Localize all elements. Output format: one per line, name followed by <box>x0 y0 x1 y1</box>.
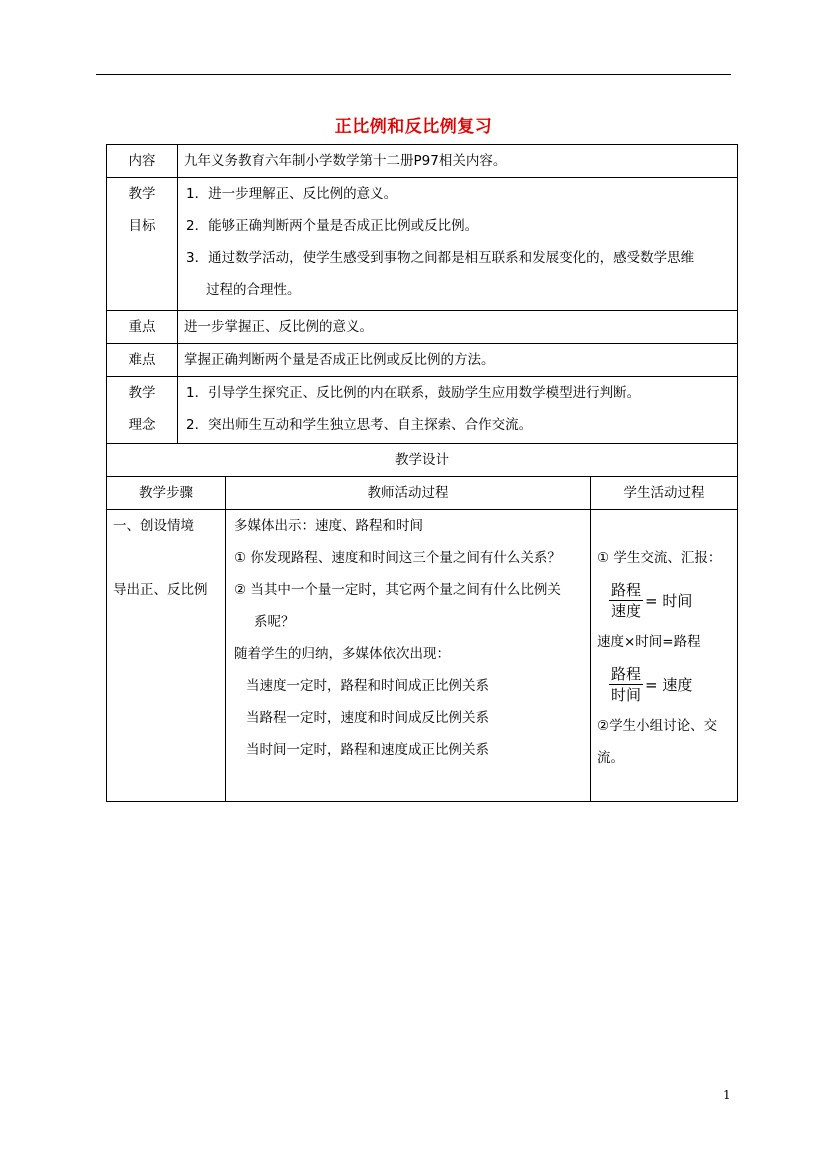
value-key: 进一步掌握正、反比例的意义。 <box>178 311 738 344</box>
row-step1 <box>107 510 738 802</box>
goal-item: 2．能够正确判断两个量是否成正比例或反比例。 <box>186 218 479 234</box>
philosophy-item: 1．引导学生探究正、反比例的内在联系，鼓励学生应用数学模型进行判断。 <box>186 385 641 401</box>
student-line: 流。 <box>597 750 624 766</box>
row-design <box>107 444 738 477</box>
student-line: ②学生小组讨论、交 <box>597 718 718 734</box>
label-philosophy: 教学 理念 <box>107 377 178 444</box>
row-content <box>107 145 738 178</box>
row-goals <box>107 178 738 311</box>
header-teacher: 教师活动过程 <box>226 477 591 510</box>
row-difficulty <box>107 344 738 377</box>
header-student: 学生活动过程 <box>591 477 738 510</box>
fraction: $\frac{\text{路程}}{\text{速度}}$ <box>611 580 642 620</box>
student-line: 速度×时间=路程 <box>597 634 701 650</box>
step1-line1: 一、创设情境 <box>113 518 194 534</box>
lesson-plan-table <box>106 144 738 802</box>
student-activity-cell <box>591 510 738 802</box>
philosophy-item: 2．突出师生互动和学生独立思考、自主探索、合作交流。 <box>186 417 533 433</box>
step1-cell <box>107 510 226 802</box>
teacher-activity-cell <box>226 510 591 802</box>
value-difficulty: 掌握正确判断两个量是否成正比例或反比例的方法。 <box>178 344 738 377</box>
row-key <box>107 311 738 344</box>
goal-item: 3．通过数学活动，使学生感受到事物之间都是相互联系和发展变化的，感受数学思维 <box>186 250 695 266</box>
row-philosophy <box>107 377 738 444</box>
label-content: 内容 <box>107 145 178 178</box>
teacher-line: ① 你发现路程、速度和时间这三个量之间有什么关系？ <box>234 550 561 566</box>
value-goals <box>178 178 738 311</box>
goal-item: 过程的合理性。 <box>206 282 301 298</box>
teacher-line: 当时间一定时，路程和速度成正比例关系 <box>246 742 489 758</box>
label-goals: 教学 目标 <box>107 178 178 311</box>
fraction: $\frac{\text{路程}}{\text{时间}}$ <box>611 664 642 704</box>
student-line: ① 学生交流、汇报： <box>597 550 722 566</box>
row-headers <box>107 477 738 510</box>
header-steps: 教学步骤 <box>107 477 226 510</box>
teacher-line: 多媒体出示：速度、路程和时间 <box>234 518 423 534</box>
teacher-line: 随着学生的归纳，多媒体依次出现： <box>234 646 450 662</box>
design-heading: 教学设计 <box>107 444 738 477</box>
label-difficulty: 难点 <box>107 344 178 377</box>
value-philosophy <box>178 377 738 444</box>
page-number: 1 <box>723 1088 731 1102</box>
label-key: 重点 <box>107 311 178 344</box>
step1-line2: 导出正、反比例 <box>113 582 208 598</box>
student-formula-1: $\frac{\text{路程}}{\text{速度}}$ = 时间 <box>611 580 693 620</box>
teacher-line: ② 当其中一个量一定时，其它两个量之间有什么比例关 <box>234 582 561 598</box>
page-title: 正比例和反比例复习 <box>334 117 493 137</box>
value-content: 九年义务教育六年制小学数学第十二册P97相关内容。 <box>178 145 738 178</box>
goal-item: 1．进一步理解正、反比例的意义。 <box>186 186 398 202</box>
teacher-line: 当路程一定时，速度和时间成反比例关系 <box>246 710 489 726</box>
header-rule <box>96 74 731 75</box>
student-formula-2: $\frac{\text{路程}}{\text{时间}}$ = 速度 <box>611 664 693 704</box>
teacher-line: 系呢？ <box>254 614 295 630</box>
teacher-line: 当速度一定时，路程和时间成正比例关系 <box>246 678 489 694</box>
